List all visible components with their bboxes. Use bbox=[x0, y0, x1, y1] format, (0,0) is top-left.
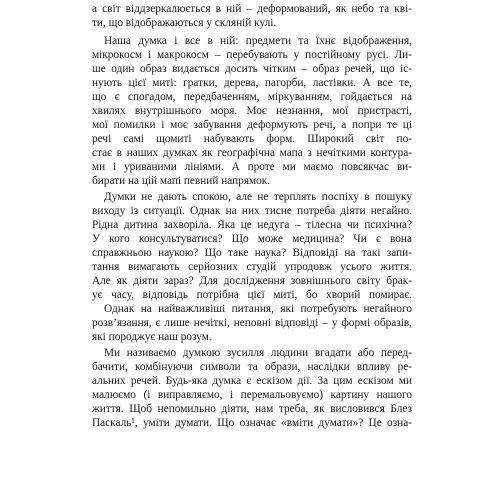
body-line: Думки не дають спокою, але не терплять поспіху в пошуку bbox=[104, 191, 412, 203]
body-line: хвилях внутрішнього моря. Моє незнання, мої пристрасті, bbox=[92, 105, 412, 117]
body-line: стає в наших думках як географічна мапа з нечіткими контура- bbox=[92, 147, 412, 159]
body-line: мікрокосм і макрокосм – перебувають у постійному русі. Ли- bbox=[92, 49, 412, 61]
body-line: ти, що відображаються у скляній кулі. bbox=[92, 17, 277, 29]
body-line: Ми називаємо думкою зусилля людини вгадати або перед- bbox=[104, 347, 412, 359]
body-line: малюємо (і виправляємо, і перемальовуємо) картину нашого bbox=[92, 389, 412, 401]
body-line: ше один образ видається досить чітким – образ речей, що іс- bbox=[92, 63, 412, 75]
body-line: нують цієї миті: гратки, дерева, пагорби, ластівки. А все те, bbox=[92, 77, 412, 89]
body-line: які породжує наш розум. bbox=[92, 331, 212, 343]
body-line: У кого консультуватися? Що може медицина? Чи є вона bbox=[92, 233, 412, 245]
body-line: мої помилки і моє забування деформують речі, а попри те ці bbox=[92, 119, 412, 131]
body-line: ує часу, відповідь потрібна цієї миті, бо хворий помирає. bbox=[92, 289, 412, 301]
body-line: речі самі щомиті набувають форм. Широкий світ по- bbox=[92, 133, 412, 145]
body-line: а світ віддзеркалюється в ній – деформований, як небо та кві- bbox=[92, 3, 412, 15]
body-line: виходу із ситуації. Однак на них тисне потреба діяти негайно. bbox=[92, 205, 412, 217]
body-line: бирати на цій мапі певний напрямок. bbox=[92, 175, 271, 187]
body-line: тання вимагають серйозних студій упродовж усього життя. bbox=[92, 261, 412, 273]
body-line: бачити, комбінуючи символи та образи, наслідки впливу ре- bbox=[92, 361, 412, 373]
body-line: ми і уриваними лініями. А проте ми маємо повсякчас ви- bbox=[92, 161, 412, 173]
body-line: Паскаль¹, уміти думати. Що означає «вміти думати»? Це озна- bbox=[92, 417, 412, 429]
body-line: справжньою наукою? Що таке наука? Відповіді на такі запи- bbox=[92, 247, 412, 259]
body-line: що є спогадом, передбаченням, міркуванням, гойдається на bbox=[92, 91, 412, 103]
body-line: розв’язання, є лише нечіткі, неповні відповіді – у формі образів, bbox=[92, 317, 412, 329]
body-line: Але як діяти зараз? Для дослідження зовнішнього світу брак- bbox=[92, 275, 412, 287]
body-line: Наша думка і все в ній: предмети та їхнє відображення, bbox=[104, 35, 412, 47]
body-line: Однак на найважливіші питання, які потребують негайного bbox=[104, 303, 412, 315]
body-line: альних речей. Будь-яка думка є ескізом дії. За цим ескізом ми bbox=[92, 375, 412, 387]
body-line: Рідна дитина захворіла. Яка це недуга – тілесна чи психічна? bbox=[92, 219, 412, 231]
body-line: життя. Щоб непомильно діяти, нам треба, як висловився Блез bbox=[92, 403, 412, 415]
